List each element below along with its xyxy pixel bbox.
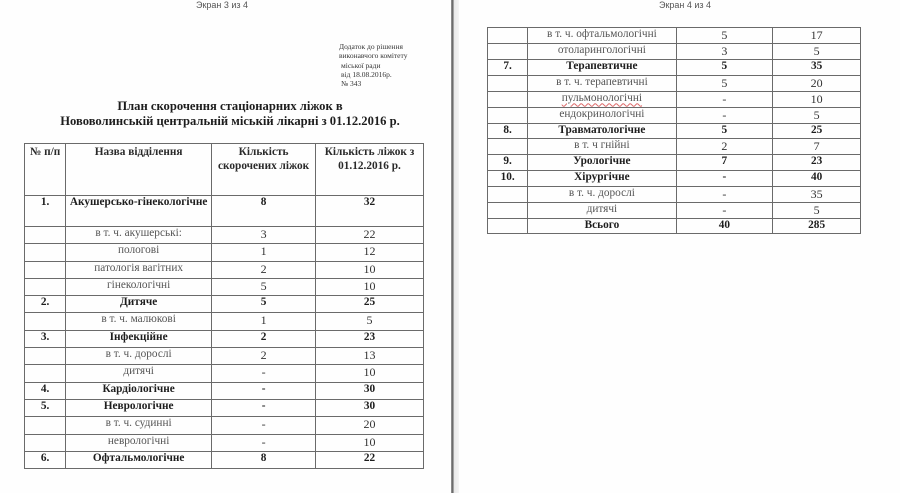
table-header-row: [25, 144, 424, 196]
cell-reduced: 1: [212, 313, 316, 330]
cell-reduced: -: [212, 382, 316, 399]
cell-name: в т. ч. судинні: [66, 417, 212, 434]
table-row: [25, 261, 424, 278]
cell-num: 4.: [25, 382, 66, 399]
table-row: [488, 75, 861, 91]
cell-beds: 5: [773, 44, 861, 60]
cell-num: [488, 186, 528, 202]
cell-reduced: 5: [676, 28, 773, 44]
cell-num: [25, 348, 66, 365]
cell-reduced: 5: [676, 75, 773, 91]
page-separator: [451, 0, 459, 493]
table-row: [488, 218, 861, 234]
cell-beds: 25: [773, 123, 861, 139]
cell-name: пульмонологічні: [528, 91, 676, 107]
document-page-right: [459, 0, 900, 493]
cell-num: [25, 434, 66, 451]
cell-num: [488, 91, 528, 107]
cell-reduced: 5: [676, 60, 773, 76]
cell-name: Кардіологічне: [66, 382, 212, 399]
cell-reduced: -: [212, 399, 316, 416]
cell-num: [25, 227, 66, 244]
table-row: [25, 348, 424, 365]
cell-name: Хірургічне: [528, 171, 676, 187]
cell-beds: 10: [316, 278, 424, 295]
cell-num: [25, 244, 66, 261]
cell-beds: 285: [773, 218, 861, 234]
cell-beds: 35: [773, 186, 861, 202]
cell-num: [488, 44, 528, 60]
table-row: [25, 382, 424, 399]
cell-reduced: -: [676, 107, 773, 123]
cell-num: [25, 278, 66, 295]
cell-beds: 5: [316, 313, 424, 330]
cell-beds: 22: [316, 227, 424, 244]
title-line: Нововолинській центральній міській лікарні з 01.12.2016 р.: [60, 114, 400, 128]
cell-num: 1.: [25, 196, 66, 227]
cell-beds: 5: [773, 202, 861, 218]
annex-line: міської ради: [341, 60, 381, 70]
cell-reduced: 2: [676, 139, 773, 155]
cell-num: [488, 107, 528, 123]
table-row: [488, 186, 861, 202]
cell-reduced: 5: [212, 296, 316, 313]
table-row: [488, 123, 861, 139]
screen-label: Экран 4 из 4: [659, 0, 712, 10]
cell-num: 3.: [25, 330, 66, 347]
title-line: План скорочення стаціонарних ліжок в: [117, 99, 343, 113]
cell-num: [25, 417, 66, 434]
cell-beds: 13: [316, 348, 424, 365]
cell-beds: 12: [316, 244, 424, 261]
cell-reduced: -: [212, 434, 316, 451]
cell-beds: 10: [316, 434, 424, 451]
table-row: [488, 139, 861, 155]
cell-reduced: -: [676, 202, 773, 218]
table-row: [488, 202, 861, 218]
cell-name: в т. ч. дорослі: [66, 348, 212, 365]
cell-num: [488, 28, 528, 44]
table-row: [488, 44, 861, 60]
table-row: [25, 296, 424, 313]
cell-num: [488, 139, 528, 155]
cell-name: в т. ч. офтальмологічні: [528, 28, 676, 44]
cell-num: 10.: [488, 171, 528, 187]
cell-reduced: 1: [212, 244, 316, 261]
cell-num: 9.: [488, 155, 528, 171]
header-beds: Кількість ліжок з 01.12.2016 р.: [316, 144, 424, 196]
cell-num: [25, 261, 66, 278]
cell-name: в т. ч. малюкові: [66, 313, 212, 330]
cell-num: [25, 365, 66, 382]
cell-beds: 22: [316, 451, 424, 468]
beds-table-part2: [487, 27, 861, 234]
cell-beds: 35: [773, 60, 861, 76]
cell-beds: 32: [316, 196, 424, 227]
cell-reduced: -: [676, 91, 773, 107]
cell-name: Всього: [528, 218, 676, 234]
cell-name: Урологічне: [528, 155, 676, 171]
cell-beds: 20: [316, 417, 424, 434]
cell-beds: 17: [773, 28, 861, 44]
table-row: [25, 313, 424, 330]
cell-reduced: -: [212, 365, 316, 382]
cell-reduced: 8: [212, 451, 316, 468]
cell-name: патологія вагітних: [66, 261, 212, 278]
cell-reduced: 5: [212, 278, 316, 295]
cell-reduced: 7: [676, 155, 773, 171]
cell-num: [25, 313, 66, 330]
cell-name: в т. ч гнійні: [528, 139, 676, 155]
table-body: [25, 196, 424, 469]
cell-name: Терапевтичне: [528, 60, 676, 76]
cell-name: отоларингологічні: [528, 44, 676, 60]
table-row: [488, 155, 861, 171]
cell-reduced: 2: [212, 330, 316, 347]
annex-line: виконавчого комітету: [339, 51, 408, 61]
annex-note: [339, 42, 407, 88]
cell-beds: 25: [316, 296, 424, 313]
table-row: [25, 244, 424, 261]
cell-beds: 20: [773, 75, 861, 91]
cell-beds: 30: [316, 382, 424, 399]
table-row: [25, 330, 424, 347]
cell-num: 2.: [25, 296, 66, 313]
table-row: [25, 399, 424, 416]
cell-reduced: 2: [212, 348, 316, 365]
cell-num: 7.: [488, 60, 528, 76]
cell-beds: 40: [773, 171, 861, 187]
cell-name: в т. ч. акушерські:: [66, 227, 212, 244]
cell-name: гінекологічні: [66, 278, 212, 295]
cell-num: 5.: [25, 399, 66, 416]
cell-reduced: 3: [212, 227, 316, 244]
cell-num: [488, 218, 528, 234]
cell-num: [488, 202, 528, 218]
cell-name: Акушерсько-гінекологічне: [66, 196, 212, 227]
cell-reduced: 8: [212, 196, 316, 227]
cell-beds: 10: [316, 261, 424, 278]
cell-reduced: -: [676, 186, 773, 202]
cell-reduced: -: [212, 417, 316, 434]
cell-num: 6.: [25, 451, 66, 468]
cell-reduced: 2: [212, 261, 316, 278]
screen-label: Экран 3 из 4: [196, 0, 249, 10]
cell-name: в т. ч. терапевтичні: [528, 75, 676, 91]
document-title: [30, 99, 430, 129]
annex-line: від 18.08.2016р.: [341, 69, 392, 79]
cell-beds: 10: [773, 91, 861, 107]
annex-line: Додаток до рішення: [339, 42, 403, 51]
table-row: [488, 171, 861, 187]
cell-name: дитячі: [528, 202, 676, 218]
cell-num: 8.: [488, 123, 528, 139]
table-row: [25, 417, 424, 434]
table-row: [488, 107, 861, 123]
cell-beds: 7: [773, 139, 861, 155]
table-row: [25, 227, 424, 244]
table-row: [25, 434, 424, 451]
cell-reduced: 3: [676, 44, 773, 60]
table-row: [488, 28, 861, 44]
cell-beds: 5: [773, 107, 861, 123]
cell-reduced: 40: [676, 218, 773, 234]
cell-num: [488, 75, 528, 91]
cell-beds: 30: [316, 399, 424, 416]
table-body: [488, 28, 861, 234]
header-reduced: Кількість скорочених ліжок: [212, 144, 316, 196]
header-name: Назва відділення: [66, 144, 212, 196]
cell-beds: 10: [316, 365, 424, 382]
annex-line: № 343: [341, 79, 362, 89]
table-row: [488, 60, 861, 76]
header-num: № п/п: [25, 144, 66, 196]
cell-reduced: -: [676, 171, 773, 187]
beds-table-part1: [24, 143, 424, 469]
cell-beds: 23: [316, 330, 424, 347]
table-row: [25, 451, 424, 468]
cell-name: ендокринологічні: [528, 107, 676, 123]
cell-name: в т. ч. дорослі: [528, 186, 676, 202]
table-row: [488, 91, 861, 107]
cell-beds: 23: [773, 155, 861, 171]
cell-name: Інфекційне: [66, 330, 212, 347]
table-row: [25, 278, 424, 295]
cell-name: Офтальмологічне: [66, 451, 212, 468]
cell-reduced: 5: [676, 123, 773, 139]
cell-name: Неврологічне: [66, 399, 212, 416]
cell-name: дитячі: [66, 365, 212, 382]
cell-name: пологові: [66, 244, 212, 261]
cell-name: Травматологічне: [528, 123, 676, 139]
table-row: [25, 196, 424, 227]
cell-name: Дитяче: [66, 296, 212, 313]
cell-name: неврологічні: [66, 434, 212, 451]
table-row: [25, 365, 424, 382]
